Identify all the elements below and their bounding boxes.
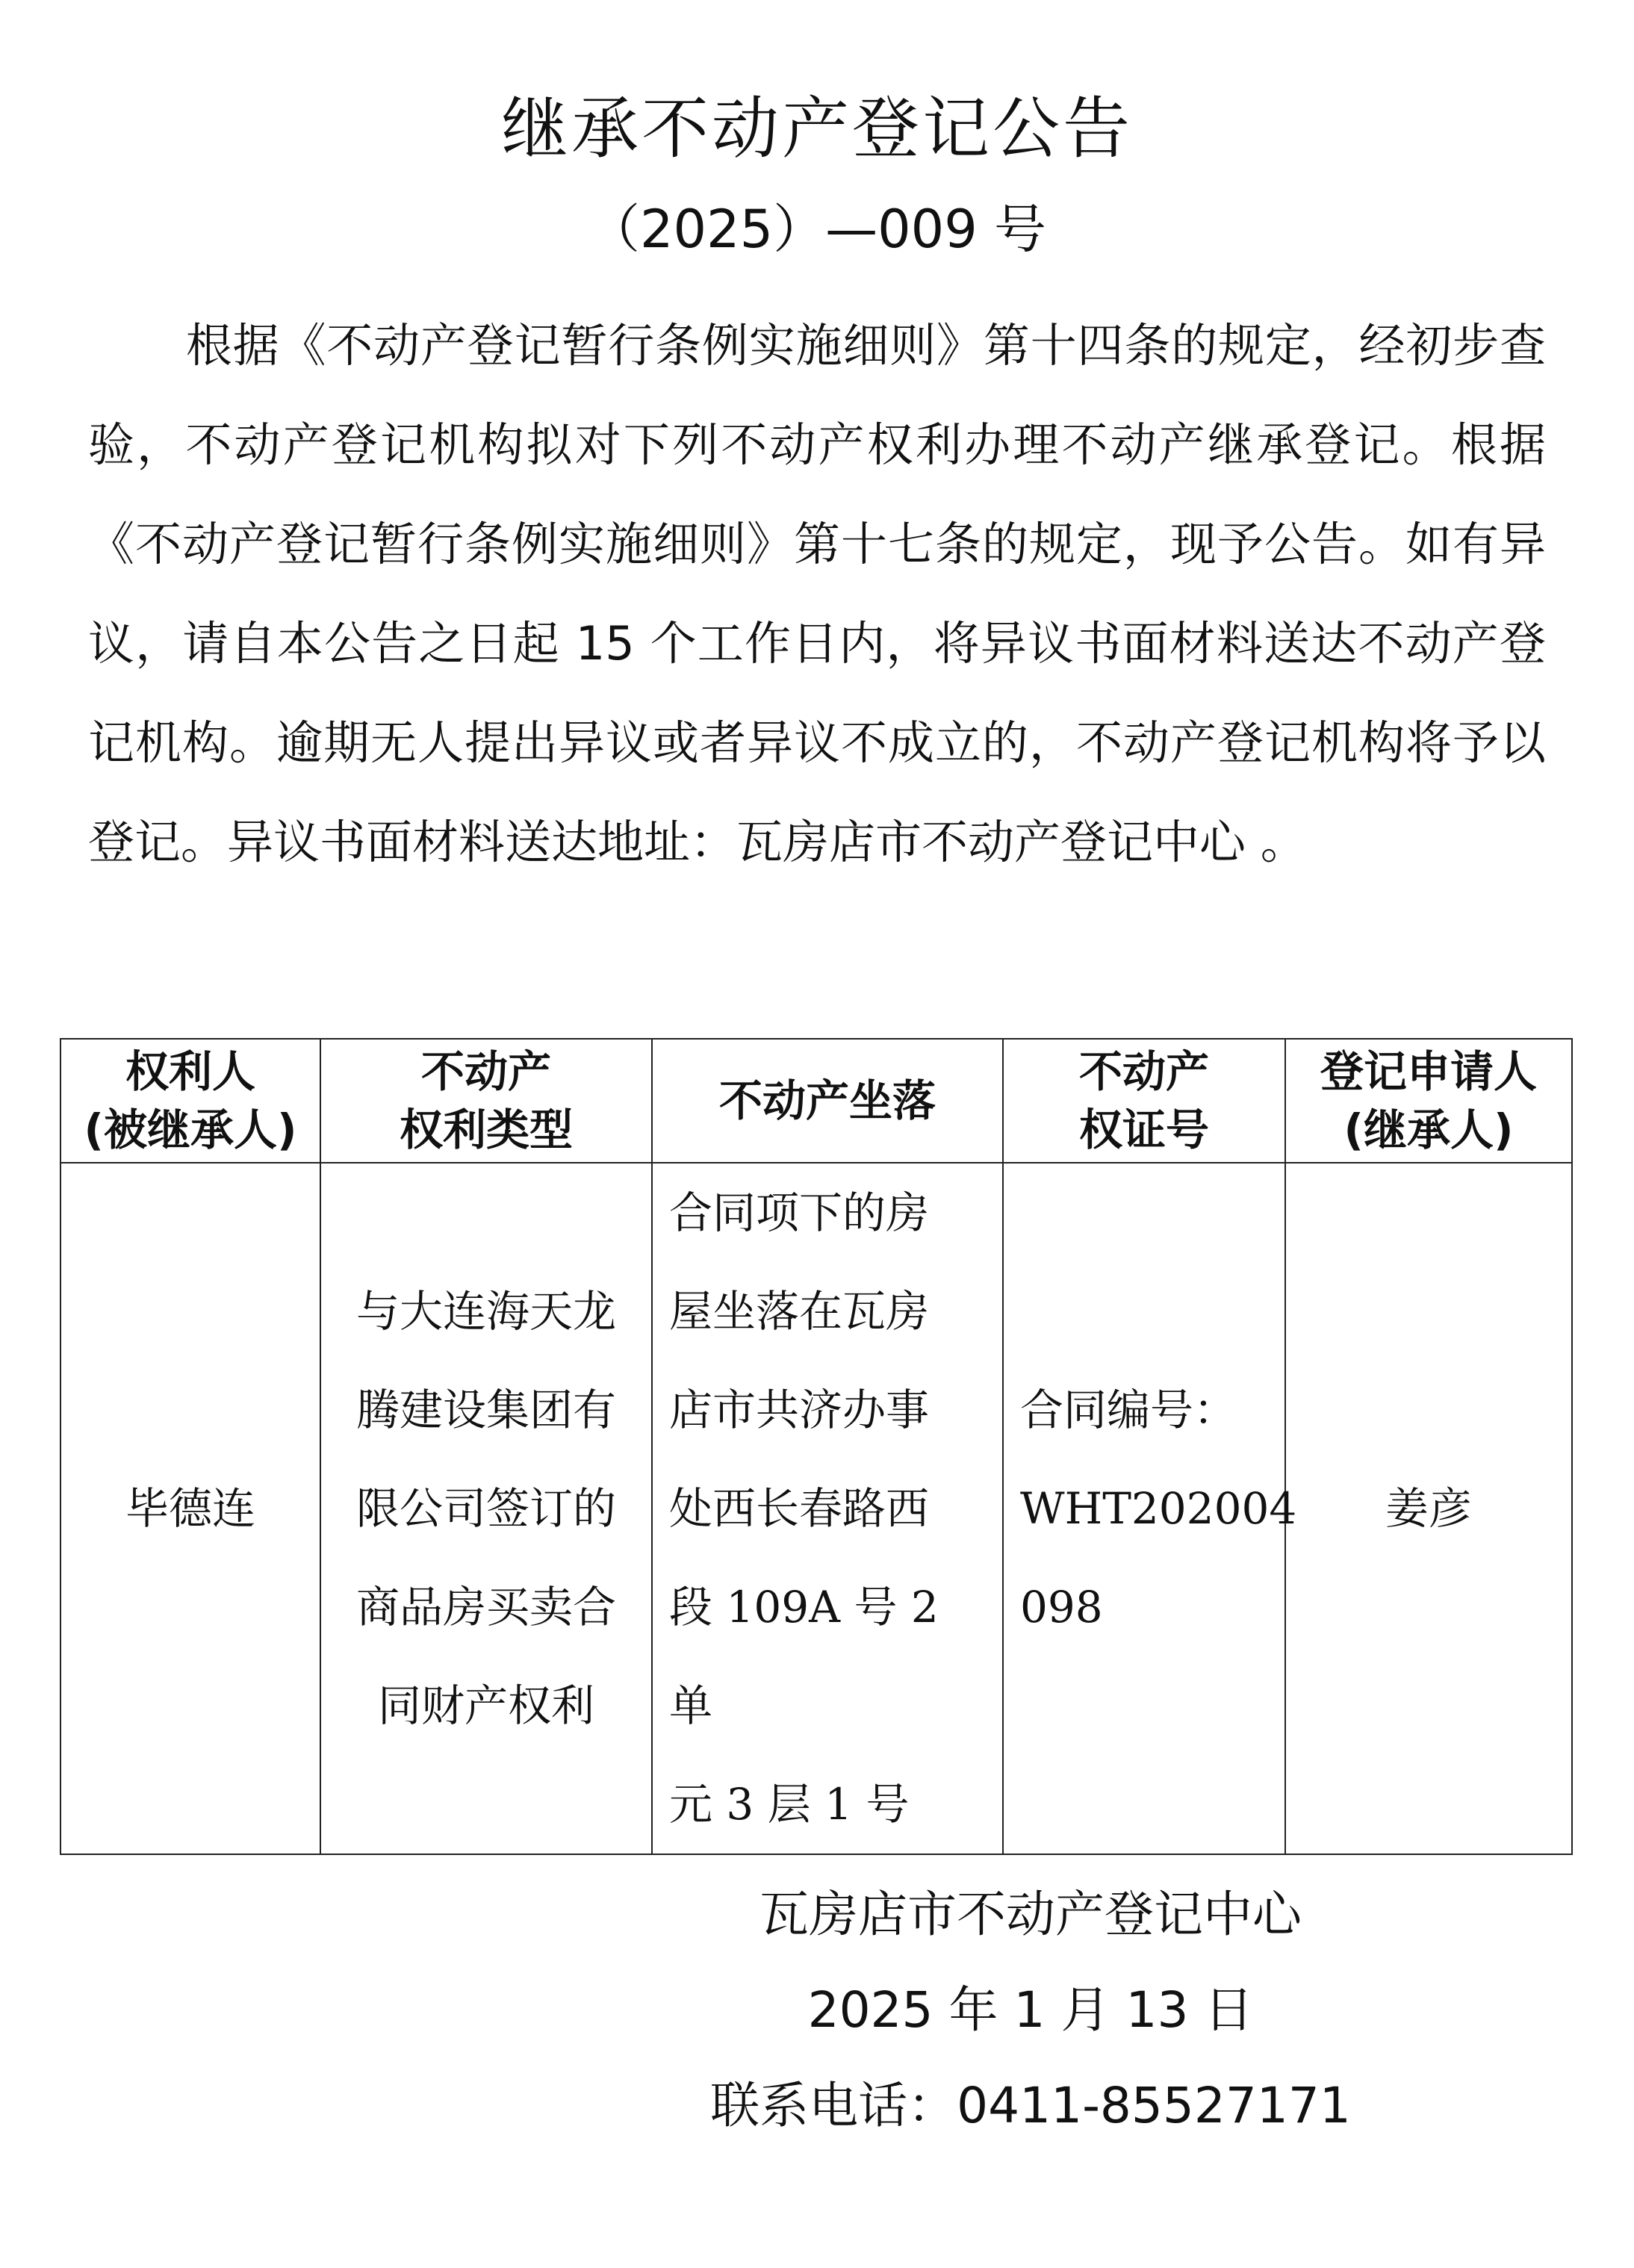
cell-applicant xyxy=(1285,1163,1572,1854)
table-header-row xyxy=(60,1039,1572,1163)
location-line: 段 109A 号 2 单 xyxy=(669,1582,939,1731)
right-type-line: 与大连海天龙 xyxy=(355,1286,616,1337)
cell-right-type xyxy=(320,1163,652,1854)
right-type-line: 腾建设集团有 xyxy=(355,1385,616,1435)
right-type-line: 限公司签订的 xyxy=(355,1483,616,1534)
header-right-type-line2: 权利类型 xyxy=(399,1105,573,1155)
certificate-line: 098 xyxy=(1020,1582,1103,1632)
header-right-holder xyxy=(60,1039,320,1163)
location-line: 元 3 层 1 号 xyxy=(669,1779,910,1830)
header-location-line1: 不动产坐落 xyxy=(718,1075,936,1126)
cell-location xyxy=(652,1163,1003,1854)
table-row xyxy=(60,1163,1572,1854)
announcement-paragraph: 根据《不动产登记暂行条例实施细则》第十四条的规定，经初步查验，不动产登记机构拟对下列不动产权利办理不动产继承登记。根据《不动产登记暂行条例实施细则》第十七条的规定，现予公告。如有异议，请自本公告之日起 15 个工作日内，将异议书面材料送达不动产登记机构。逾期无人提出异议或者异议不成立的，不动产登记机构将予以登记。异议书面材料送达地址：瓦房店市不动产登记中心 。 xyxy=(88,318,1546,869)
contact-phone: 联系电话：0411-85527171 xyxy=(710,2077,1351,2134)
header-right-type xyxy=(320,1039,652,1163)
document-title: 继承不动产登记公告 xyxy=(501,90,1133,168)
header-applicant-line1: 登记申请人 xyxy=(1320,1046,1537,1097)
certificate-line: 合同编号： xyxy=(1020,1385,1237,1435)
signature-date: 2025 年 1 月 13 日 xyxy=(807,1981,1254,2039)
signature-organization: 瓦房店市不动产登记中心 xyxy=(759,1886,1302,1943)
header-certificate-line1: 不动产 xyxy=(1078,1046,1209,1097)
header-applicant-line2: (继承人) xyxy=(1343,1105,1514,1155)
announcement-body xyxy=(88,296,1546,892)
cell-certificate xyxy=(1003,1163,1297,1854)
header-certificate-line2: 权证号 xyxy=(1078,1105,1209,1155)
cell-right-holder xyxy=(60,1163,320,1854)
header-right-holder-line1: 权利人 xyxy=(125,1046,255,1097)
header-location xyxy=(652,1039,1003,1163)
registration-table xyxy=(60,1038,1573,1855)
signature-block xyxy=(657,1867,1404,2154)
header-right-holder-line2: (被继承人) xyxy=(84,1105,297,1155)
header-right-type-line1: 不动产 xyxy=(420,1046,551,1097)
header-applicant xyxy=(1285,1039,1572,1163)
right-type-line: 商品房买卖合 xyxy=(355,1582,616,1632)
location-line: 合同项下的房 xyxy=(669,1187,930,1238)
applicant-name: 姜彦 xyxy=(1385,1483,1472,1534)
header-certificate xyxy=(1003,1039,1285,1163)
document-number: （2025）—009 号 xyxy=(587,199,1046,260)
location-line: 屋坐落在瓦房 xyxy=(669,1286,930,1337)
right-type-line: 同财产权利 xyxy=(377,1680,594,1731)
location-line: 处西长春路西 xyxy=(669,1483,930,1534)
right-holder-name: 毕德连 xyxy=(125,1483,255,1534)
location-line: 店市共济办事 xyxy=(669,1385,930,1435)
certificate-line: WHT202004 xyxy=(1020,1483,1297,1534)
